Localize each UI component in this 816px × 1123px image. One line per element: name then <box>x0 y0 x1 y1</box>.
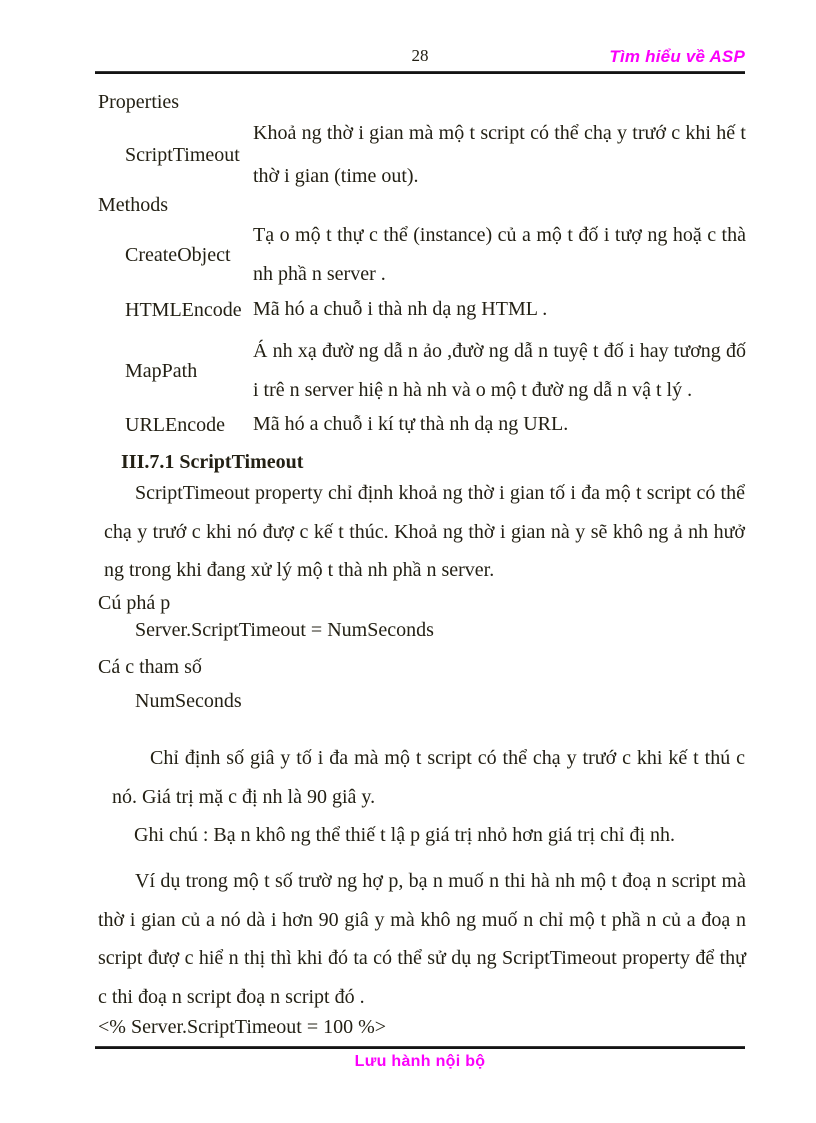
method-name: CreateObject <box>125 244 231 266</box>
table-row <box>98 112 746 198</box>
footer-rule <box>95 1046 745 1049</box>
param-name: NumSeconds <box>135 690 242 712</box>
method-description: Tạ o mộ t thự c thể (instance) củ a mộ t đố i tượ ng hoặ c thà nh phầ n server . <box>253 224 746 285</box>
example-paragraph: Ví dụ trong mộ t số trườ ng hợ p, bạ n muố n thi hà nh mộ t đoạ n script mà thờ i gian củ a nó dà i hơn 90 giâ y mà khô ng muố n chỉ mộ t phầ n củ a đoạ n script đượ c hiể n thị thì khi đó ta có thể sử dụ ng ScriptTimeout property để thự c thi đoạ n script đoạ n script đó . <box>98 870 746 1008</box>
syntax-label: Cú phá p <box>98 592 171 614</box>
syntax-code: Server.ScriptTimeout = NumSeconds <box>135 619 434 641</box>
table-row <box>98 290 746 329</box>
method-description: Mã hó a chuỗ i thà nh dạ ng HTML . <box>253 298 548 320</box>
header-title: Tìm hiểu về ASP <box>609 47 745 66</box>
table-row <box>98 405 746 444</box>
footer-text: Lưu hành nội bộ <box>354 1053 486 1070</box>
methods-heading: Methods <box>98 194 168 216</box>
method-description: Mã hó a chuỗ i kí tự thà nh dạ ng URL. <box>253 413 569 435</box>
header-rule <box>95 71 745 74</box>
section-heading: III.7.1 ScriptTimeout <box>121 451 304 473</box>
param-description: Chỉ định số giâ y tố i đa mà mộ t script có thể chạ y trướ c khi kế t thú c nó. Giá trị mặ c đị nh là 90 giâ y. <box>112 747 745 808</box>
code-line: <% Server.ScriptTimeout = 100 %> <box>98 1016 387 1038</box>
property-description: Khoả ng thờ i gian mà mộ t script có thể chạ y trướ c khi hế t thờ i gian (time out). <box>253 122 746 187</box>
params-label: Cá c tham số <box>98 656 202 678</box>
table-row <box>98 332 746 410</box>
property-name: ScriptTimeout <box>125 144 240 166</box>
section-intro: ScriptTimeout property chỉ định khoả ng thờ i gian tố i đa mộ t script có thể chạ y trướ c khi nó đượ c kế t thúc. Khoả ng thờ i gian nà y sẽ khô ng ả nh hưở ng trong khi đang xử lý mộ t thà nh phầ n server. <box>104 482 745 581</box>
page-number: 28 <box>411 46 429 65</box>
method-description: Á nh xạ đườ ng dẫ n ảo ,đườ ng dẫ n tuyệ t đố i hay tương đố i trê n server hiệ n hà nh và o mộ t đườ ng dẫ n vậ t lý . <box>253 340 746 401</box>
method-name: URLEncode <box>125 413 225 436</box>
table-row <box>98 216 746 294</box>
method-name: HTMLEncode <box>125 298 242 321</box>
properties-heading: Properties <box>98 91 180 113</box>
method-name: MapPath <box>125 360 198 382</box>
note-line: Ghi chú : Bạ n khô ng thể thiế t lậ p giá trị nhỏ hơn giá trị chỉ đị nh. <box>134 824 676 846</box>
